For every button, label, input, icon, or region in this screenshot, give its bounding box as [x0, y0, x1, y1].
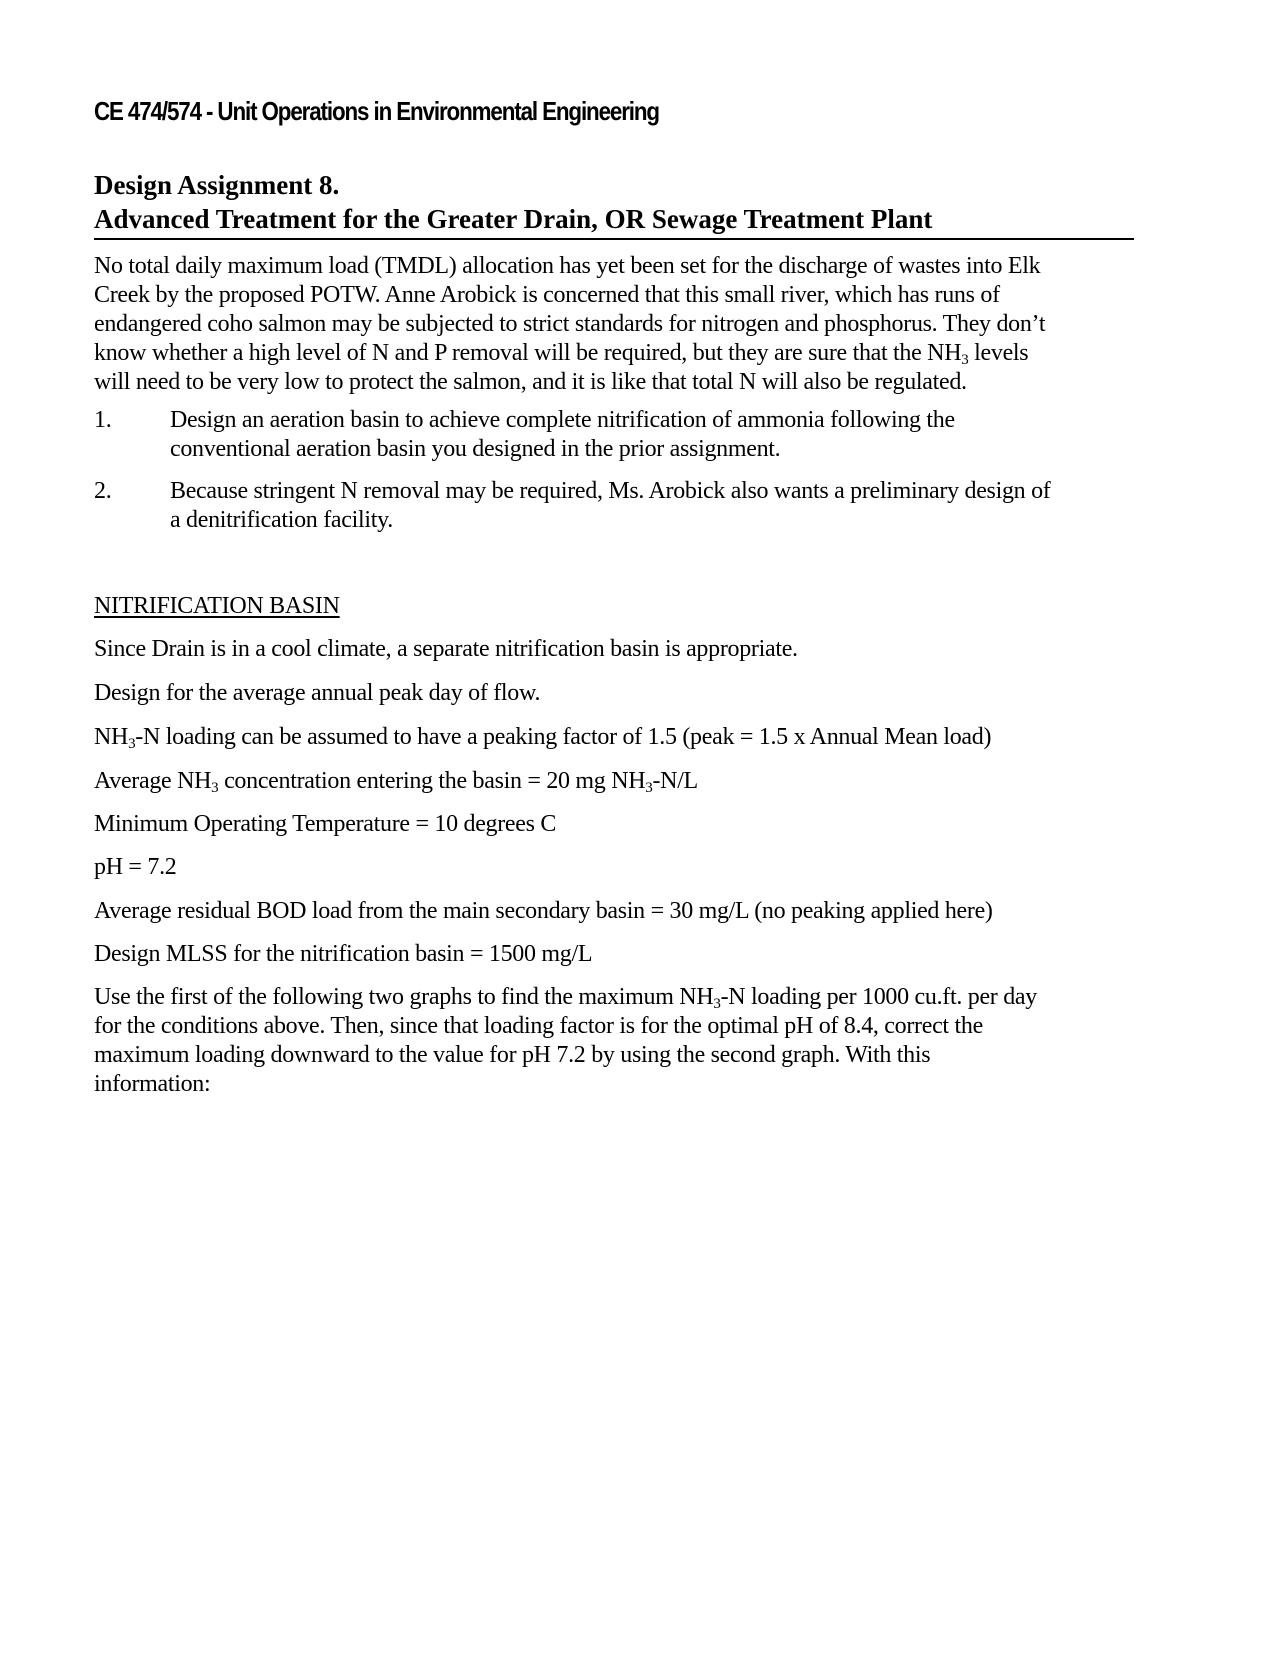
ammonia-concentration-text: Average $NH_3$ concentration entering the basin = 20 mg $NH_3-N/L$: [94, 768, 698, 796]
intro-line: Creek by the proposed POTW. Anne Arobick is concerned that this small river, which has runs of: [94, 282, 1000, 308]
assignment-number: Design Assignment 8.: [94, 170, 340, 200]
intro-line: endangered coho salmon may be subjected to strict standards for nitrogen and phosphorus. They don’t: [94, 311, 1046, 337]
assignment-title: Advanced Treatment for the Greater Drain, OR Sewage Treatment Plant: [94, 204, 933, 234]
bod-text: Average residual BOD load from the main secondary basin = 30 mg/L (no peaking applied here): [94, 898, 993, 924]
graphs-instruction-paragraph: [94, 983, 1134, 1099]
task-number: 2.: [94, 478, 112, 504]
task-text: Because stringent N removal may be required, Ms. Arobick also wants a preliminary design of a denitrification facility.: [170, 478, 1051, 533]
task-text: Design an aeration basin to achieve complete nitrification of ammonia following the conventional aeration basin you designed in the prior assignment.: [170, 407, 955, 462]
graphs-line: maximum loading downward to the value for pH 7.2 by using the second graph. With this: [94, 1042, 931, 1068]
course-title: CE 474/574 - Unit Operations in Environmental Engineering: [94, 96, 659, 126]
intro-paragraph: [94, 252, 1134, 397]
design-flow-text: Design for the average annual peak day of flow.: [94, 680, 541, 706]
temperature-text: Minimum Operating Temperature = 10 degrees C: [94, 811, 557, 837]
graphs-line: information:: [94, 1071, 211, 1097]
assignment-title-block: [94, 168, 1134, 240]
intro-line: No total daily maximum load (TMDL) allocation has yet been set for the discharge of wastes into Elk: [94, 253, 1041, 279]
graphs-line: Use the first of the following two graphs to find the maximum $NH_3-N$ loading per 1000 cu.ft. per day: [94, 984, 1037, 1012]
graphs-line: for the conditions above. Then, since that loading factor is for the optimal pH of 8.4, correct the: [94, 1013, 983, 1039]
loading-peak-text: $NH_3-N$ loading can be assumed to have a peaking factor of 1.5 (peak = 1.5 x Annual Mean load): [94, 724, 992, 752]
nitrification-heading: NITRIFICATION BASIN: [94, 593, 340, 619]
task-number: 1.: [94, 407, 112, 433]
mlss-text: Design MLSS for the nitrification basin = 1500 mg/L: [94, 941, 593, 967]
intro-line: know whether a high level of N and P removal will be required, but they are sure that the $NH_3$ levels: [94, 340, 1029, 368]
intro-line: will need to be very low to protect the salmon, and it is like that total N will also be regulated.: [94, 369, 967, 395]
ph-text: pH = 7.2: [94, 854, 177, 880]
climate-text: Since Drain is in a cool climate, a separate nitrification basin is appropriate.: [94, 636, 798, 662]
